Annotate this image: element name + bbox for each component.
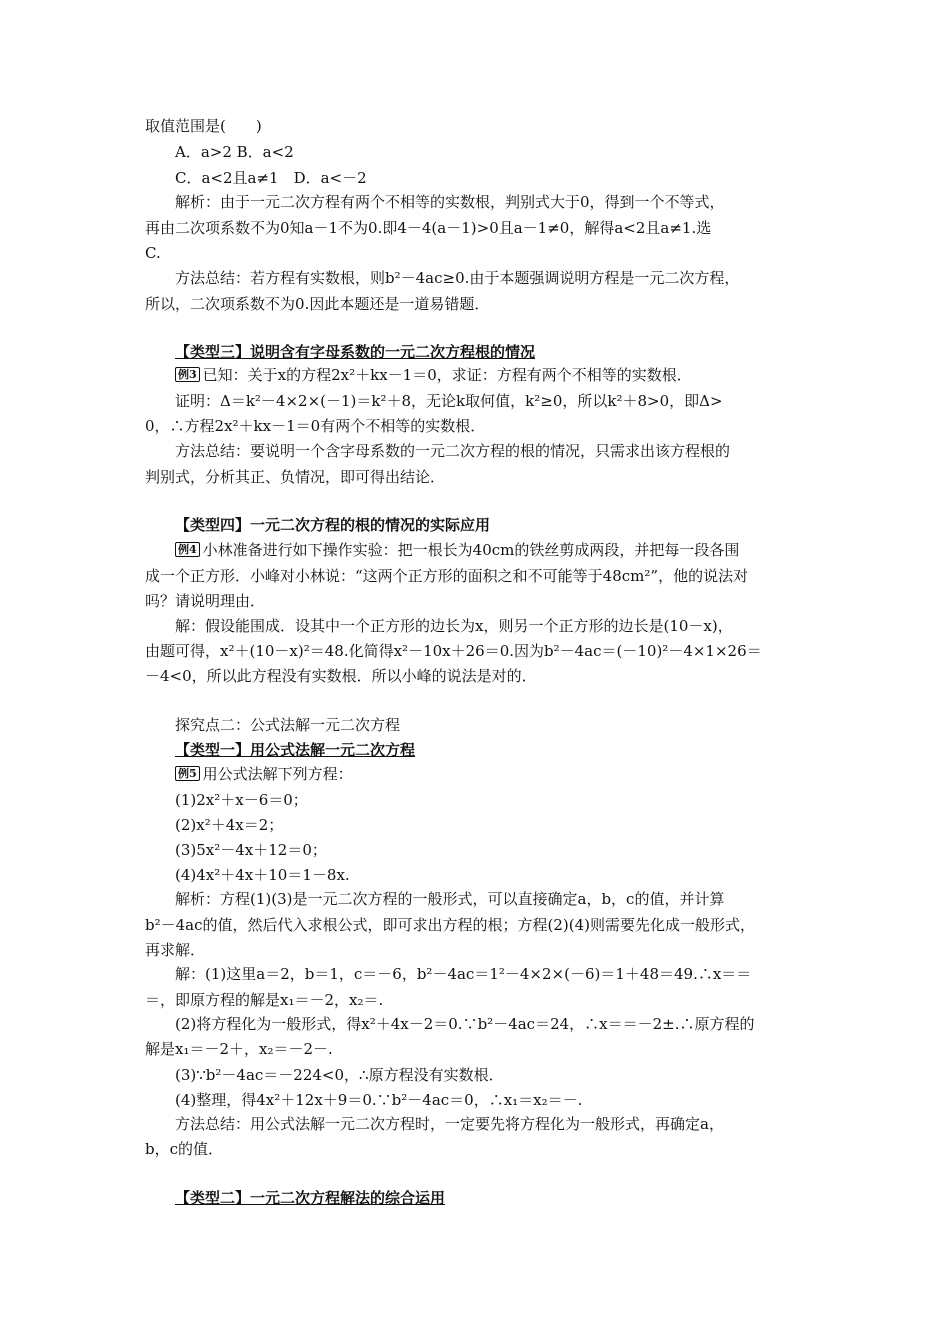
text-line: 证明：Δ＝k²－4×2×(－1)＝k²＋8，无论k取何值，k²≥0，所以k²＋8>0，即Δ>	[175, 392, 723, 410]
text-line: 成一个正方形．小峰对小林说：“这两个正方形的面积之和不可能等于48cm²”，他的说法对	[145, 567, 749, 585]
text-line: 所以，二次项系数不为0.因此本题还是一道易错题．	[145, 295, 490, 313]
text-line: 方法总结：要说明一个含字母系数的一元二次方程的根的情况，只需求出该方程根的	[175, 442, 731, 460]
text-line: 解：假设能围成．设其中一个正方形的边长为x，则另一个正方形的边长是(10－x)，	[175, 617, 733, 635]
example-badge: 例4	[175, 542, 200, 557]
text-line: －4<0，所以此方程没有实数根．所以小峰的说法是对的．	[145, 667, 537, 685]
text-line: (3)∵b²－4ac＝－224<0，∴原方程没有实数根．	[175, 1066, 504, 1084]
heading-text: 【类型一】用公式法解一元二次方程	[175, 741, 416, 759]
text-line: 解析：由于一元二次方程有两个不相等的实数根，判别式大于0，得到一个不等式，	[175, 193, 725, 211]
text-line: b，c的值．	[145, 1140, 224, 1158]
text-line: (2)将方程化为一般形式，得x²＋4x－2＝0.∵b²－4ac＝24，∴x＝＝－2±.∴原方程的	[175, 1015, 755, 1033]
text-line: 再由二次项系数不为0知a－1不为0.即4－4(a－1)>0且a－1≠0，解得a<2且a≠1.选	[145, 219, 712, 237]
equation-line: (3)5x²－4x＋12＝0；	[175, 841, 327, 859]
equation-line: (1)2x²＋x－6＝0；	[175, 791, 308, 809]
text-line: 解：(1)这里a＝2，b＝1，c＝－6，b²－4ac＝1²－4×2×(－6)＝1＋48＝49.∴x＝＝	[175, 965, 752, 983]
heading-text: 【类型四】一元二次方程的根的情况的实际应用	[175, 516, 491, 534]
text-line: (4)整理，得4x²＋12x＋9＝0.∵b²－4ac＝0，∴x₁＝x₂＝－.	[175, 1091, 583, 1109]
option-line: A．a>2 B．a<2	[175, 143, 294, 161]
heading-text: 【类型二】一元二次方程解法的综合运用	[175, 1189, 446, 1207]
example-badge: 例3	[175, 367, 200, 382]
text-line: b²－4ac的值，然后代入求根公式，即可求出方程的根；方程(2)(4)则需要先化成一般形式，	[145, 916, 756, 934]
section-title: 探究点二：公式法解一元二次方程	[175, 716, 401, 734]
text-line: 方法总结：用公式法解一元二次方程时，一定要先将方程化为一般形式，再确定a，	[175, 1115, 724, 1133]
text-line: 吗？请说明理由．	[145, 592, 266, 610]
example-text: 小林准备进行如下操作实验：把一根长为40cm的铁丝剪成两段，并把每一段各围	[202, 541, 740, 559]
section-heading	[175, 1188, 445, 1208]
example-text: 用公式法解下列方程：	[202, 765, 353, 783]
text-line: C.	[145, 244, 161, 262]
equation-line: (2)x²＋4x＝2；	[175, 816, 284, 834]
example-line	[175, 365, 692, 385]
section-heading	[175, 342, 535, 362]
text-line: 方法总结：若方程有实数根，则b²－4ac≥0.由于本题强调说明方程是一元二次方程，	[175, 269, 740, 287]
section-heading	[175, 515, 490, 535]
text-line: 由题可得，x²＋(10－x)²＝48.化简得x²－10x＋26＝0.因为b²－4ac＝(－10)²－4×1×26＝	[145, 642, 762, 660]
section-heading	[175, 740, 415, 760]
example-badge: 例5	[175, 766, 200, 781]
text-line: 0，∴方程2x²＋kx－1＝0有两个不相等的实数根．	[145, 417, 486, 435]
text-line: 判别式，分析其正、负情况，即可得出结论．	[145, 468, 446, 486]
text-line: 解是x₁＝－2＋，x₂＝－2－.	[145, 1040, 333, 1058]
example-line	[175, 540, 739, 560]
text-line: 取值范围是( )	[145, 117, 262, 135]
text-line: 解析：方程(1)(3)是一元二次方程的一般形式，可以直接确定a，b，c的值，并计算	[175, 890, 725, 908]
text-line: 再求解．	[145, 941, 206, 959]
equation-line: (4)4x²＋4x＋10＝1－8x.	[175, 866, 350, 884]
text-line: ＝，即原方程的解是x₁＝－2，x₂＝.	[145, 991, 384, 1009]
example-line	[175, 764, 353, 784]
example-text: 已知：关于x的方程2x²＋kx－1＝0，求证：方程有两个不相等的实数根．	[202, 366, 692, 384]
option-line: C．a<2且a≠1 D．a<－2	[175, 169, 367, 187]
heading-text: 【类型三】说明含有字母系数的一元二次方程根的情况	[175, 343, 536, 361]
